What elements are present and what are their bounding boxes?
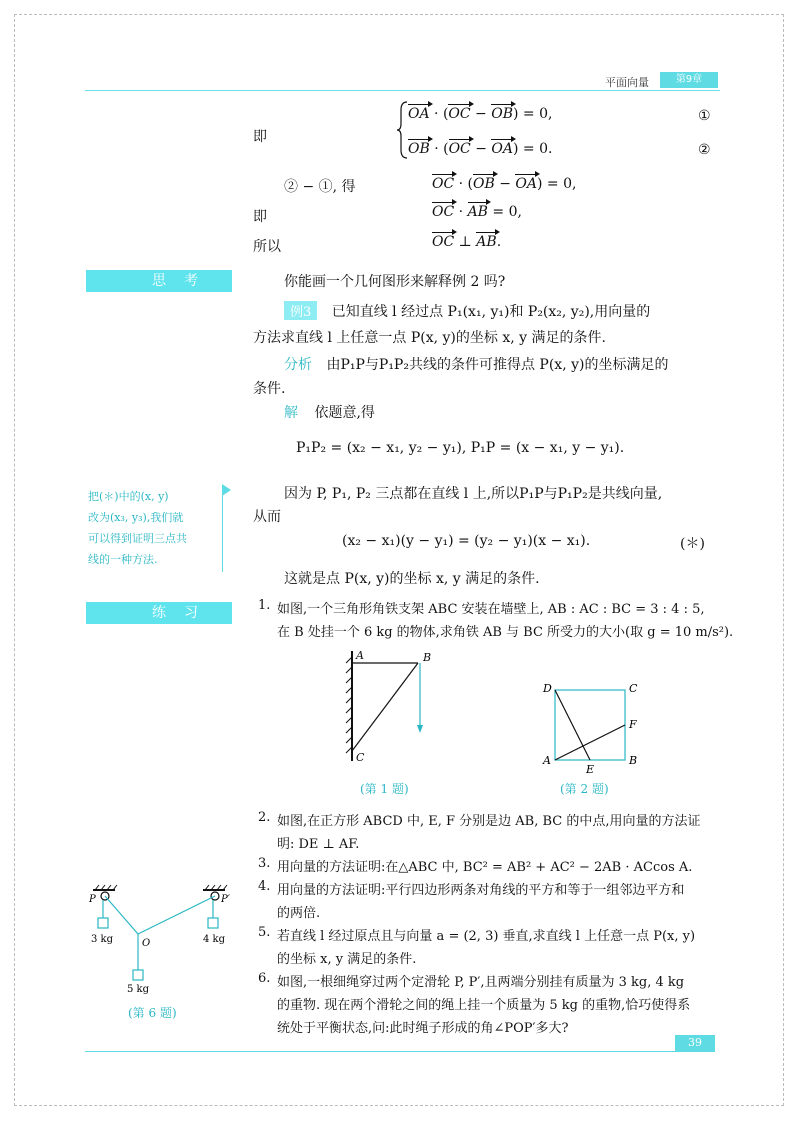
equation-1-number: ① — [698, 108, 711, 124]
figure-2-caption: (第 2 题) — [560, 782, 609, 796]
fig6-mass-5: 5 kg — [127, 984, 150, 995]
solve-line: 解 依题意,得 — [284, 405, 375, 421]
fig2-label-a: A — [543, 754, 551, 767]
strut-bc — [352, 663, 418, 751]
fig1-label-a: A — [356, 649, 364, 662]
problem-2-line1: 如图,在正方形 ABCD 中, E, F 分别是边 AB, BC 的中点,用向量的方法证 — [277, 814, 701, 829]
fig2-label-f: F — [629, 718, 637, 731]
problem-4-line1: 用向量的方法证明:平行四边形两条对角线的平方和等于一组邻边平方和 — [277, 883, 685, 898]
example3-badge: 例3 — [284, 301, 317, 320]
conclusion: 这就是点 P(x, y)的坐标 x, y 满足的条件. — [284, 571, 540, 587]
analysis-line2: 条件. — [253, 381, 286, 397]
figure-6 — [85, 880, 235, 1000]
problem-6-number: 6. — [258, 971, 271, 986]
star-equation: (x₂ − x₁)(y − y₁) = (y₂ − y₁)(x − x₁). — [342, 533, 591, 549]
footer-rule — [85, 1051, 715, 1052]
vector-equation: P₁P₂ = (x₂ − x₁, y₂ − y₁), P₁P = (x − x₁, y − y₁). — [296, 440, 625, 456]
fig6-mass-3: 3 kg — [91, 934, 114, 945]
equation-1: OA · (OC − OB) = 0, — [408, 106, 553, 122]
think-bar: 思考 — [86, 270, 232, 292]
figure-2 — [535, 680, 645, 775]
problem-1-line2: 在 B 处挂一个 6 kg 的物体,求角铁 AB 与 BC 所受力的大小(取 g = 10 m/s²). — [277, 625, 734, 640]
star-mark: (＊) — [680, 536, 705, 552]
fig6-label-p-prime: P′ — [221, 894, 230, 905]
problem-4-number: 4. — [258, 879, 271, 894]
solve-label: 解 — [284, 405, 298, 421]
ji-label-1: 即 — [253, 129, 267, 145]
problem-3-number: 3. — [258, 856, 271, 871]
problem-6-line1: 如图,一根细绳穿过两个定滑轮 P, P′,且两端分别挂有质量为 3 kg, 4 kg — [277, 975, 685, 990]
because-line2: 从而 — [253, 509, 281, 525]
fig6-mass-4: 4 kg — [203, 934, 226, 945]
side-note-arrow — [222, 484, 231, 496]
problem-6-line2: 的重物. 现在两个滑轮之间的绳上挂一个质量为 5 kg 的重物,恰巧使得系 — [277, 998, 691, 1013]
problem-2-line2: 明: DE ⊥ AF. — [277, 837, 360, 852]
problem-1-line1: 如图,一个三角形角铁支架 ABC 安装在墙壁上, AB : AC : BC = 3 : 4 : 5, — [277, 602, 705, 617]
analysis-label: 分析 — [284, 357, 312, 373]
header-title: 平面向量 — [605, 76, 649, 89]
figure-6-caption: (第 6 题) — [128, 1006, 177, 1020]
example3-line2: 方法求直线 l 上任意一点 P(x, y)的坐标 x, y 满足的条件. — [253, 330, 606, 346]
because-line1: 因为 P, P₁, P₂ 三点都在直线 l 上,所以P₁P与P₁P₂是共线向量, — [284, 486, 663, 502]
ji-label-2: 即 — [253, 209, 267, 225]
fig1-label-b: B — [423, 651, 432, 664]
think-question: 你能画一个几何图形来解释例 2 吗? — [284, 274, 506, 290]
fig2-label-b: B — [629, 754, 638, 767]
practice-bar: 练习 — [86, 602, 232, 624]
problem-5-line1: 若直线 l 经过原点且与向量 a = (2, 3) 垂直,求直线 l 上任意一点 P(x, y) — [277, 929, 696, 944]
suoyi-label: 所以 — [253, 239, 281, 255]
side-note: 把(＊)中的(x, y) 改为(x₃, y₃),我们就 可以得到证明三点共 线的一种方法. — [88, 490, 187, 566]
equation-4: OC · AB = 0, — [432, 204, 522, 220]
fig1-label-c: C — [356, 751, 365, 764]
figure-1 — [340, 645, 440, 775]
fig6-label-p: P — [89, 894, 96, 905]
analysis-line1: 分析 由P₁P与P₁P₂共线的条件可推得点 P(x, y)的坐标满足的 — [284, 357, 669, 373]
equation-5: OC ⊥ AB. — [432, 234, 502, 250]
page-number: 39 — [675, 1035, 715, 1051]
fig2-label-d: D — [543, 682, 552, 695]
segment-de — [555, 690, 590, 760]
problem-5-line2: 的坐标 x, y 满足的条件. — [277, 952, 417, 967]
fig2-label-c: C — [629, 682, 638, 695]
problem-1-number: 1. — [258, 598, 271, 613]
fig6-label-o: O — [142, 938, 151, 949]
fig2-label-e: E — [586, 763, 595, 775]
side-note-line — [222, 490, 223, 572]
figure-1-caption: (第 1 题) — [360, 782, 409, 796]
equation-3: OC · (OB − OA) = 0, — [432, 176, 577, 192]
equation-2-number: ② — [698, 142, 711, 158]
problem-4-line2: 的两倍. — [277, 906, 321, 921]
problem-2-number: 2. — [258, 810, 271, 825]
equation-2: OB · (OC − OA) = 0. — [408, 141, 553, 157]
chapter-badge: 第9章 — [660, 72, 718, 88]
problem-3-line1: 用向量的方法证明:在△ABC 中, BC² = AB² + AC² − 2AB · ACcos A. — [277, 860, 693, 875]
problem-5-number: 5. — [258, 925, 271, 940]
problem-6-line3: 统处于平衡状态,问:此时绳子形成的角∠POP′多大? — [277, 1021, 569, 1036]
header-rule — [85, 90, 720, 91]
step-label: ② − ①, 得 — [284, 179, 356, 195]
example3-line1: 例3 已知直线 l 经过点 P₁(x₁, y₁)和 P₂(x₂, y₂),用向量的 — [284, 301, 650, 321]
segment-af — [555, 725, 625, 760]
